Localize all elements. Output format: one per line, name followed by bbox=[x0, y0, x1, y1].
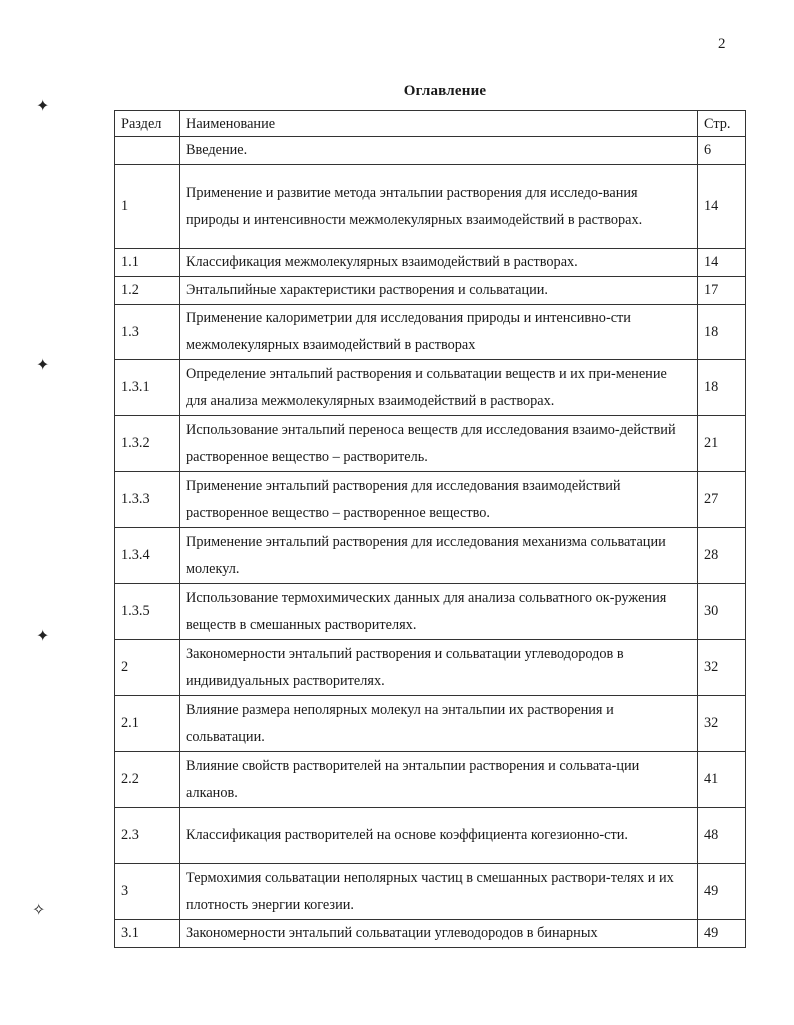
section-number: 1.1 bbox=[115, 249, 180, 277]
section-name: Введение. bbox=[180, 137, 698, 165]
section-number: 1.2 bbox=[115, 277, 180, 305]
section-name: Энтальпийные характеристики растворения и сольватации. bbox=[180, 277, 698, 305]
section-number: 3.1 bbox=[115, 920, 180, 948]
page-number: 2 bbox=[718, 36, 726, 52]
section-name: Влияние свойств растворителей на энтальпии растворения и сольвата-ции алканов. bbox=[180, 752, 698, 808]
scan-speck: ✧ bbox=[32, 902, 46, 919]
section-name: Классификация растворителей на основе коэффициента когезионно-сти. bbox=[180, 808, 698, 864]
section-number: 1 bbox=[115, 165, 180, 249]
toc-row bbox=[115, 920, 746, 948]
page-number-cell: 14 bbox=[698, 249, 746, 277]
page-number-cell: 17 bbox=[698, 277, 746, 305]
page-number-cell: 30 bbox=[698, 584, 746, 640]
toc-title: Оглавление bbox=[403, 83, 487, 99]
toc-row bbox=[115, 305, 746, 360]
section-name: Влияние размера неполярных молекул на энтальпии их растворения и сольватации. bbox=[180, 696, 698, 752]
section-number: 1.3 bbox=[115, 305, 180, 360]
section-name: Закономерности энтальпий растворения и сольватации углеводородов в индивидуальных растворителях. bbox=[180, 640, 698, 696]
section-name: Применение энтальпий растворения для исследования взаимодействий растворенное вещество – растворенное вещество. bbox=[180, 472, 698, 528]
section-number: 2.2 bbox=[115, 752, 180, 808]
page-number-cell: 49 bbox=[698, 864, 746, 920]
toc-row bbox=[115, 640, 746, 696]
toc-table bbox=[114, 110, 746, 948]
section-name: Использование термохимических данных для анализа сольватного ок-ружения веществ в смешанных растворителях. bbox=[180, 584, 698, 640]
page-number-cell: 32 bbox=[698, 696, 746, 752]
toc-row bbox=[115, 752, 746, 808]
section-number: 2 bbox=[115, 640, 180, 696]
section-number: 1.3.5 bbox=[115, 584, 180, 640]
toc-row bbox=[115, 137, 746, 165]
section-number: 3 bbox=[115, 864, 180, 920]
section-name: Применение калориметрии для исследования природы и интенсивно-сти межмолекулярных взаимодействий в растворах bbox=[180, 305, 698, 360]
toc-row bbox=[115, 416, 746, 472]
toc-row bbox=[115, 808, 746, 864]
toc-row bbox=[115, 165, 746, 249]
section-number: 1.3.4 bbox=[115, 528, 180, 584]
toc-row bbox=[115, 360, 746, 416]
page-number-cell: 32 bbox=[698, 640, 746, 696]
toc-row bbox=[115, 528, 746, 584]
header-page: Стр. bbox=[698, 111, 746, 137]
page-number-cell: 14 bbox=[698, 165, 746, 249]
section-name: Применение и развитие метода энтальпии растворения для исследо-вания природы и интенсивности межмолекулярных взаимодействий в растворах. bbox=[180, 165, 698, 249]
toc-header-row bbox=[115, 111, 746, 137]
toc-row bbox=[115, 864, 746, 920]
section-number: 1.3.2 bbox=[115, 416, 180, 472]
toc-row bbox=[115, 472, 746, 528]
page-number-cell: 18 bbox=[698, 305, 746, 360]
section-name: Использование энтальпий переноса веществ для исследования взаимо-действий растворенное вещество – растворитель. bbox=[180, 416, 698, 472]
page-number-cell: 49 bbox=[698, 920, 746, 948]
section-name: Термохимия сольватации неполярных частиц в смешанных раствори-телях и их плотность энергии когезии. bbox=[180, 864, 698, 920]
section-number: 2.3 bbox=[115, 808, 180, 864]
page-number-cell: 48 bbox=[698, 808, 746, 864]
section-name: Закономерности энтальпий сольватации углеводородов в бинарных bbox=[180, 920, 698, 948]
page-number-cell: 27 bbox=[698, 472, 746, 528]
scan-speck: ✦ bbox=[36, 98, 50, 115]
page-number-cell: 41 bbox=[698, 752, 746, 808]
section-name: Определение энтальпий растворения и сольватации веществ и их при-менение для анализа межмолекулярных взаимодействий в растворах. bbox=[180, 360, 698, 416]
toc-row bbox=[115, 249, 746, 277]
section-number: 1.3.3 bbox=[115, 472, 180, 528]
section-number: 2.1 bbox=[115, 696, 180, 752]
toc-row bbox=[115, 696, 746, 752]
section-number: 1.3.1 bbox=[115, 360, 180, 416]
toc-row bbox=[115, 584, 746, 640]
page-number-cell: 18 bbox=[698, 360, 746, 416]
page-number-cell: 21 bbox=[698, 416, 746, 472]
scan-speck: ✦ bbox=[36, 357, 50, 374]
toc-row bbox=[115, 277, 746, 305]
page-number-cell: 6 bbox=[698, 137, 746, 165]
section-name: Применение энтальпий растворения для исследования механизма сольватации молекул. bbox=[180, 528, 698, 584]
scan-speck: ✦ bbox=[36, 628, 50, 645]
section-number bbox=[115, 137, 180, 165]
page-number-cell: 28 bbox=[698, 528, 746, 584]
header-section: Раздел bbox=[115, 111, 180, 137]
header-name: Наименование bbox=[180, 111, 698, 137]
section-name: Классификация межмолекулярных взаимодействий в растворах. bbox=[180, 249, 698, 277]
